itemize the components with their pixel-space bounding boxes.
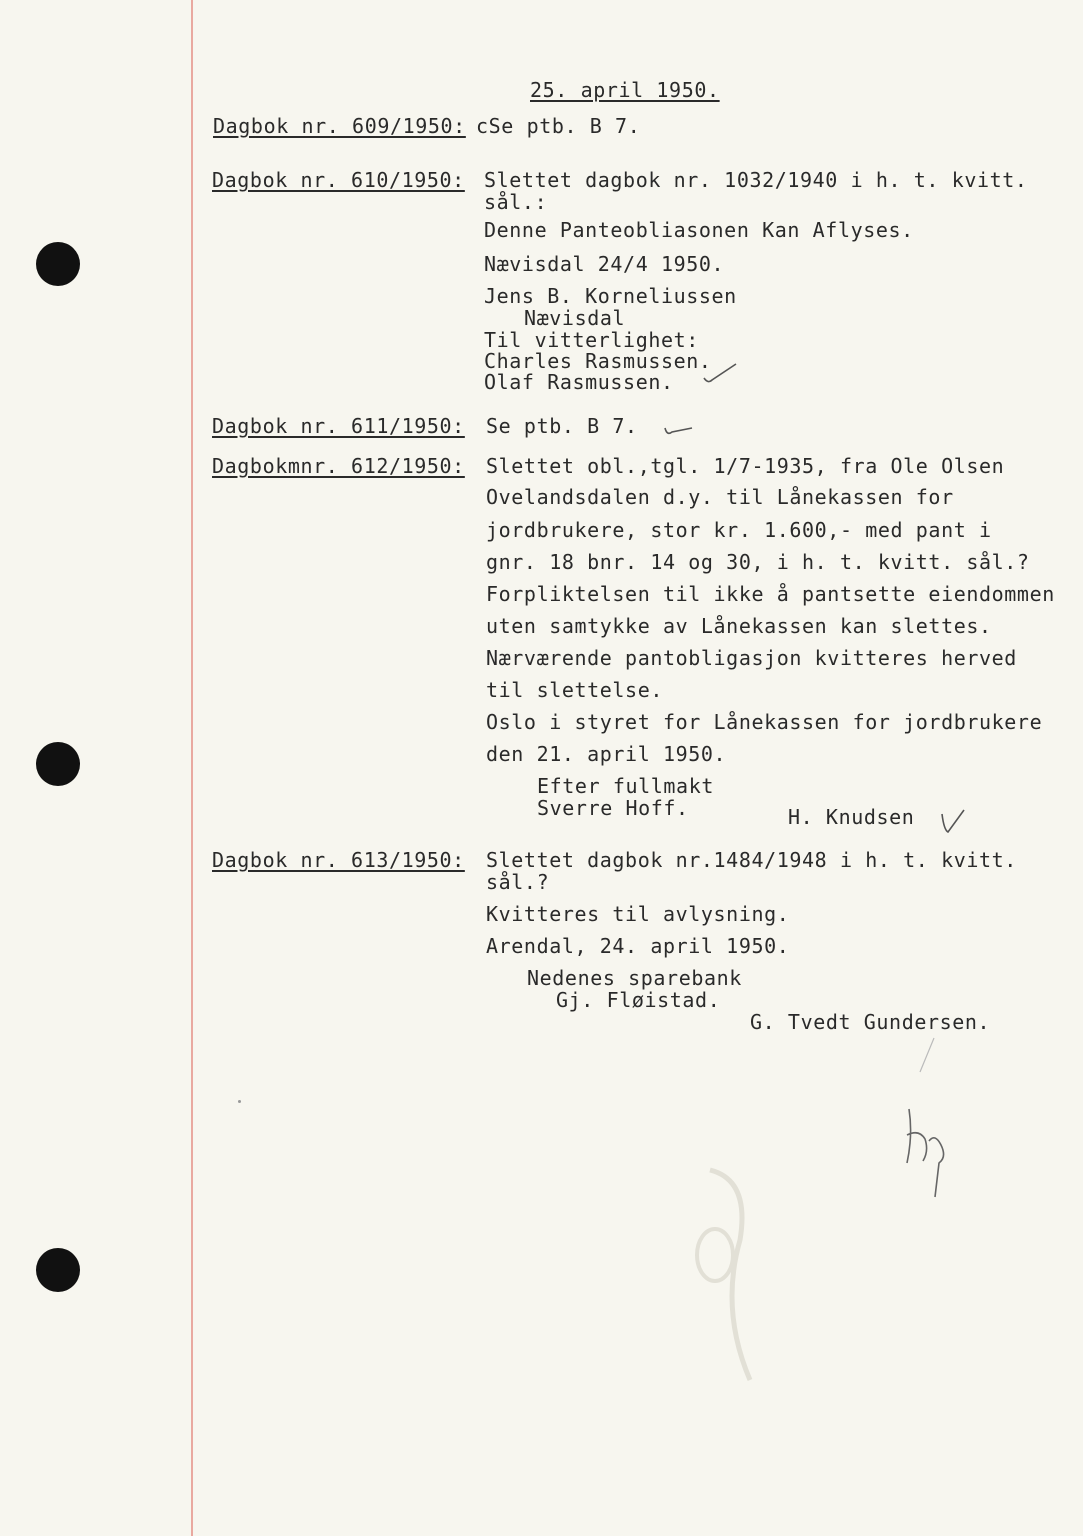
entry-610-line-4: Nævisdal 24/4 1950. bbox=[484, 252, 725, 276]
entry-612-line-11: Efter fullmakt bbox=[537, 774, 714, 798]
entry-612-line-12: Sverre Hoff. bbox=[537, 796, 689, 820]
entry-label-610: Dagbok nr. 610/1950: bbox=[212, 168, 465, 192]
entry-612-line-9: Oslo i styret for Lånekassen for jordbrukere bbox=[486, 710, 1043, 734]
entry-613-line-4: Arendal, 24. april 1950. bbox=[486, 934, 790, 958]
entry-612-line-5: Forpliktelsen til ikke å pantsette eiendommen bbox=[486, 582, 1055, 606]
entry-613-line-3: Kvitteres til avlysning. bbox=[486, 902, 790, 926]
date-heading: 25. april 1950. bbox=[530, 78, 720, 102]
entry-label-609: Dagbok nr. 609/1950: bbox=[213, 114, 466, 138]
entry-610-line-8: Charles Rasmussen. bbox=[484, 349, 712, 373]
entry-613-line-1: Slettet dagbok nr.1484/1948 i h. t. kvitt. bbox=[486, 848, 1017, 872]
faint-check-mark bbox=[912, 1036, 942, 1076]
entry-612-line-4: gnr. 18 bnr. 14 og 30, i h. t. kvitt. sål.? bbox=[486, 550, 1030, 574]
ink-dot bbox=[238, 1100, 241, 1103]
entry-label-611: Dagbok nr. 611/1950: bbox=[212, 414, 465, 438]
entry-610-line-6: Nævisdal bbox=[524, 306, 626, 330]
entry-613-line-6: Gj. Fløistad. bbox=[556, 988, 721, 1012]
check-mark-611 bbox=[662, 420, 696, 440]
entry-613-line-7: G. Tvedt Gundersen. bbox=[750, 1010, 991, 1034]
entry-612-line-2: Ovelandsdalen d.y. til Lånekassen for bbox=[486, 485, 954, 509]
entry-610-line-5: Jens B. Korneliussen bbox=[484, 284, 737, 308]
entry-label-613: Dagbok nr. 613/1950: bbox=[212, 848, 465, 872]
entry-text-611: Se ptb. B 7. bbox=[486, 414, 638, 438]
entry-612-line-3: jordbrukere, stor kr. 1.600,- med pant i bbox=[486, 518, 992, 542]
entry-text-609: cSe ptb. B 7. bbox=[476, 114, 641, 138]
entry-612-line-10: den 21. april 1950. bbox=[486, 742, 727, 766]
punch-hole-top bbox=[36, 242, 80, 286]
entry-612-line-7: Nærværende pantobligasjon kvitteres herved bbox=[486, 646, 1017, 670]
entry-610-line-9: Olaf Rasmussen. bbox=[484, 370, 674, 394]
bleed-through-marks bbox=[660, 1150, 780, 1410]
entry-610-line-1: Slettet dagbok nr. 1032/1940 i h. t. kvitt. bbox=[484, 168, 1028, 192]
check-mark-612 bbox=[938, 808, 968, 836]
entry-610-line-2: sål.: bbox=[484, 190, 548, 214]
handwritten-initials bbox=[895, 1105, 965, 1205]
entry-612-line-13: H. Knudsen bbox=[788, 805, 915, 829]
entry-612-line-6: uten samtykke av Lånekassen kan slettes. bbox=[486, 614, 992, 638]
punch-hole-middle bbox=[36, 742, 80, 786]
entry-612-line-8: til slettelse. bbox=[486, 678, 663, 702]
entry-label-612: Dagbokmnr. 612/1950: bbox=[212, 454, 465, 478]
entry-610-line-7: Til vitterlighet: bbox=[484, 328, 699, 352]
punch-hole-bottom bbox=[36, 1248, 80, 1292]
entry-613-line-5: Nedenes sparebank bbox=[527, 966, 742, 990]
entry-613-line-2: sål.? bbox=[486, 870, 550, 894]
margin-rule bbox=[191, 0, 193, 1536]
entry-612-line-1: Slettet obl.,tgl. 1/7-1935, fra Ole Olsen bbox=[486, 454, 1005, 478]
entry-610-line-3: Denne Panteobliasonen Kan Aflyses. bbox=[484, 218, 914, 242]
check-mark-610 bbox=[700, 360, 740, 390]
